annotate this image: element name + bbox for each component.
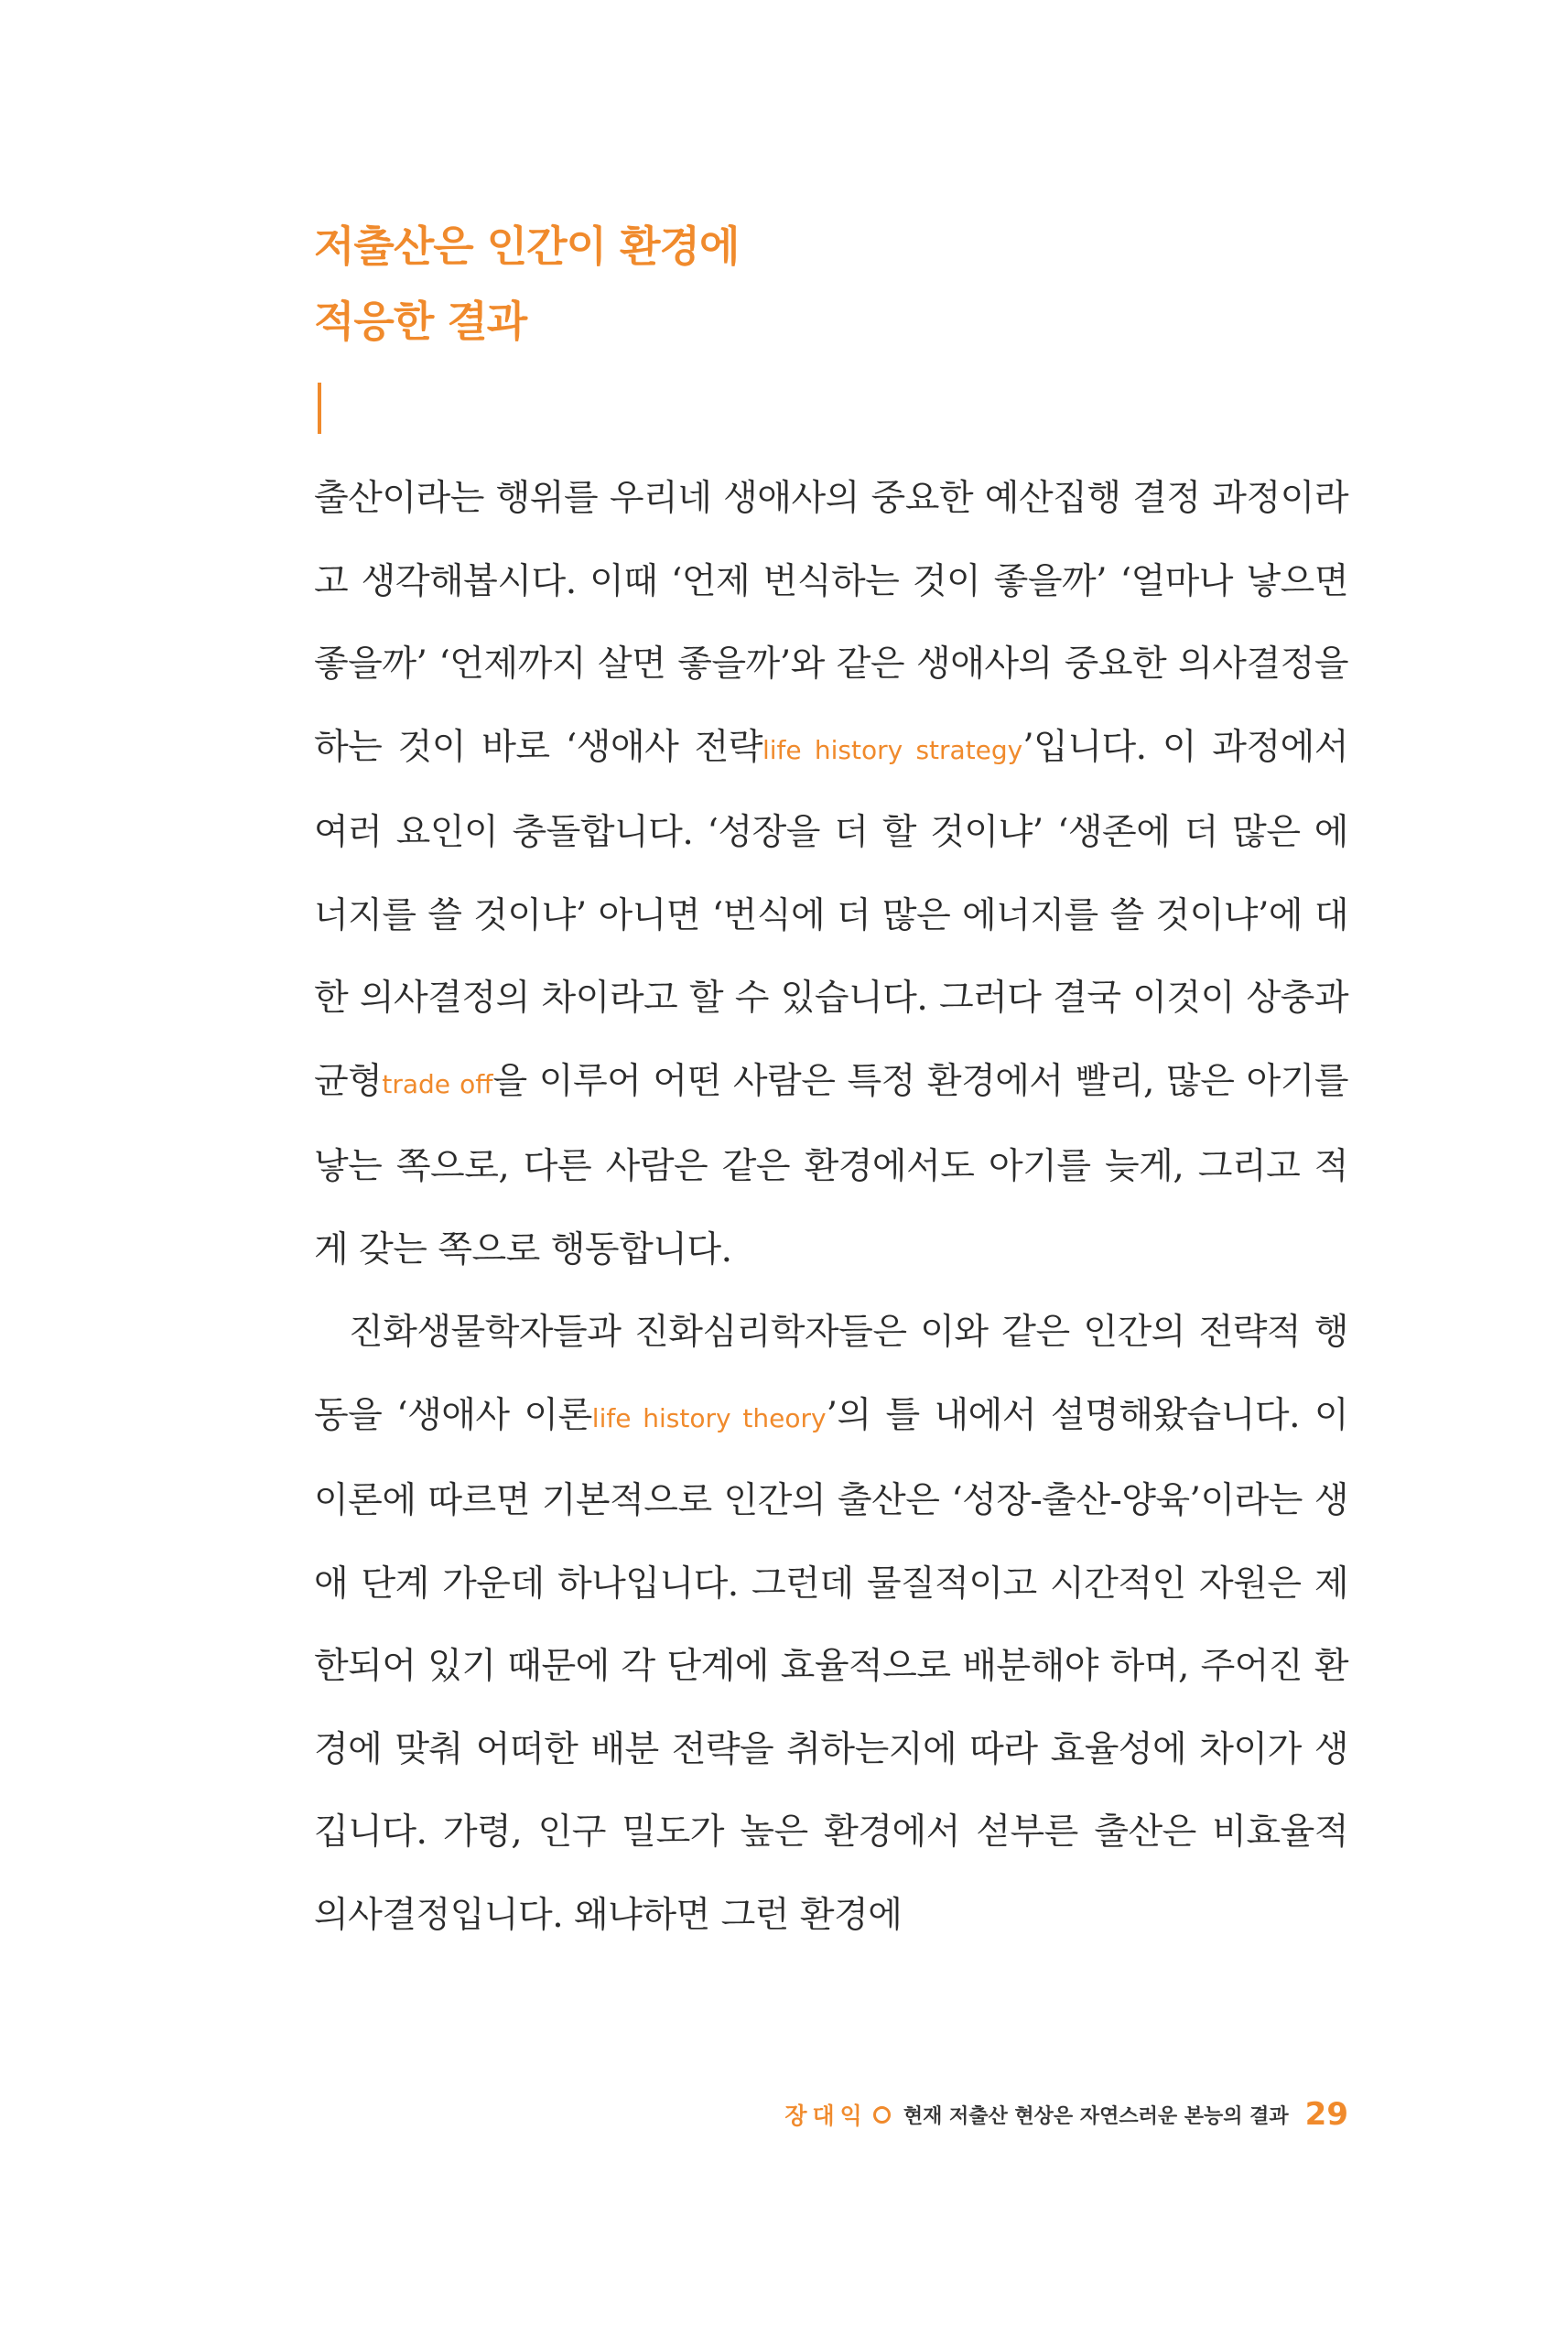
paragraph-text: 출산이라는 행위를 우리네 생애사의 중요한 예산집행 결정 과정이라고 생각해봅시다. 이때 ‘언제 번식하는 것이 좋을까’ ‘얼마나 낳으면 좋을까’ ‘언제까지 살면 좋을까’와 같은 생애사의 중요한 의사결정을 하는 것이 바로 ‘생애사 전략: [314, 478, 1348, 768]
paragraph-text: ’입니다. 이 과정에서 여러 요인이 충돌합니다. ‘성장을 더 할 것이냐’ ‘생존에 더 많은 에너지를 쓸 것이냐’ 아니면 ‘번식에 더 많은 에너지를 쓸 것이냐’에 대한 의사결정의 차이라고 할 수 있습니다. 그러다 결국 이것이 상충과 균형: [314, 726, 1348, 1102]
english-term: trade off: [382, 1068, 493, 1099]
page-footer: [784, 2096, 1348, 2133]
paragraph-text: ’의 틀 내에서 설명해왔습니다. 이 이론에 따르면 기본적으로 인간의 출산은 ‘성장-출산-양육’이라는 생애 단계 가운데 하나입니다. 그런데 물질적이고 시간적인 자원은 제한되어 있기 때문에 각 단계에 효율적으로 배분해야 하며, 주어진 환경에 맞춰 어떠한 배분 전략을 취하는지에 따라 효율성에 차이가 생깁니다. 가령, 인구 밀도가 높은 환경에서 섣부른 출산은 비효율적 의사결정입니다. 왜냐하면 그런 환경에: [314, 1394, 1348, 1936]
circle-separator-icon: [873, 2106, 891, 2124]
section-heading-line-2: 적응한 결과: [314, 297, 527, 346]
section-heading-line-1: 저출산은 인간이 환경에: [314, 222, 740, 271]
heading-accent-bar: [318, 383, 321, 434]
paragraph-1: [314, 458, 1348, 1292]
running-title: 현재 저출산 현상은 자연스러운 본능의 결과: [903, 2104, 1289, 2128]
page-number: 29: [1304, 2096, 1348, 2133]
english-term: life history theory: [591, 1402, 827, 1433]
paragraph-text: 을 이루어 어떤 사람은 특정 환경에서 빨리, 많은 아기를 낳는 쪽으로, 다른 사람은 같은 환경에서도 아기를 늦게, 그리고 적게 갖는 쪽으로 행동합니다.: [314, 1060, 1348, 1270]
footer-author: 장대익: [784, 2103, 868, 2129]
paragraph-2: [314, 1292, 1348, 1957]
section-heading: [314, 209, 739, 359]
english-term: life history strategy: [762, 734, 1023, 765]
paragraph-text: 진화생물학자들과 진화심리학자들은 이와 같은 인간의 전략적 행동을 ‘생애사 이론: [314, 1312, 1348, 1436]
body-text: [314, 458, 1348, 1957]
